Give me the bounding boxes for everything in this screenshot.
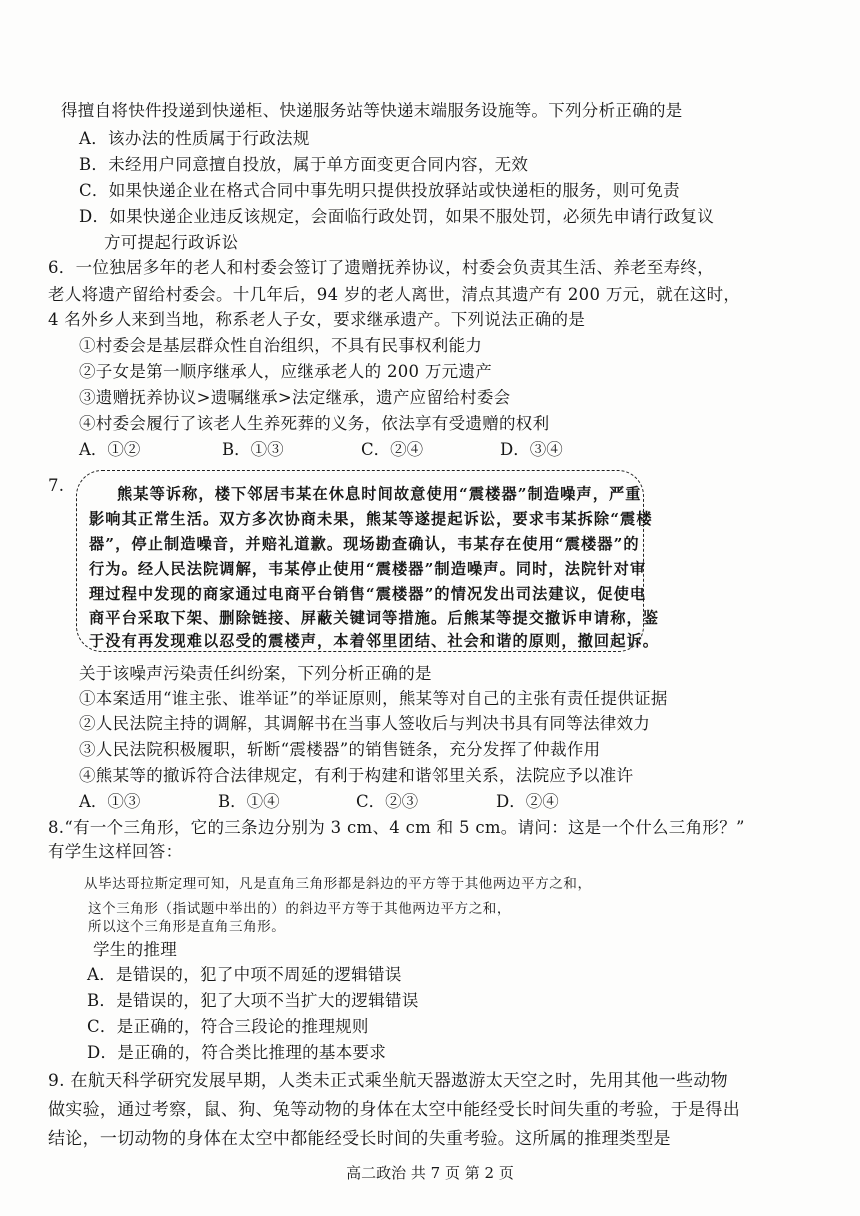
q8-stem-line-2: 有学生这样回答： xyxy=(48,842,183,861)
q7-case-line-6: 商平台采取下架、删除链接、屏蔽关键词等措施。后熊某等提交撤诉申请称，鉴 xyxy=(89,609,660,627)
q8-option-c: C．是正确的，符合三段论的推理规则 xyxy=(87,1017,369,1036)
q8-lead: 学生的推理 xyxy=(93,940,177,959)
page-footer: 高二政治 共 7 页 第 2 页 xyxy=(346,1164,514,1182)
q6-statement-4: ④村委会履行了该老人生养死葬的义务，依法享有受遗赠的权利 xyxy=(79,414,550,433)
q7-statement-2: ②人民法院主持的调解，其调解书在当事人签收后与判决书具有同等法律效力 xyxy=(79,714,651,733)
q6-statement-3: ③遗赠抚养协议>遗嘱继承>法定继承，遗产应留给村委会 xyxy=(79,388,511,407)
q7-case-line-1: 熊某等诉称，楼下邻居韦某在休息时间故意使用“震楼器”制造噪声，严重 xyxy=(117,485,642,503)
q6-stem-line-2: 老人将遗产留给村委会。十几年后，94 岁的老人离世，清点其遗产有 200 万元，就在这时， xyxy=(48,285,741,304)
q7-statement-1: ①本案适用“谁主张、谁举证”的举证原则，熊某等对自己的主张有责任提供证据 xyxy=(79,689,668,708)
q8-option-a: A．是错误的，犯了中项不周延的逻辑错误 xyxy=(87,965,402,984)
q6-choice-d: D．③④ xyxy=(500,440,563,459)
q6-stem-line-3: 4 名外乡人来到当地，称系老人子女，要求继承遗产。下列说法正确的是 xyxy=(48,310,586,329)
q6-statement-2: ②子女是第一顺序继承人，应继承老人的 200 万元遗产 xyxy=(79,362,493,381)
q6-choice-c: C．②④ xyxy=(361,440,424,459)
q9-stem-line-2: 做实验，通过考察，鼠、狗、兔等动物的身体在太空中能经受长时间失重的考验，于是得出 xyxy=(48,1100,740,1120)
q5-option-d: D．如果快递企业违反该规定，会面临行政处罚，如果不服处罚，必须先申请行政复议 xyxy=(79,207,715,226)
q7-case-line-4: 行为。经人民法院调解，韦某停止使用“震楼器”制造噪声。同时，法院针对审 xyxy=(89,560,647,578)
q7-case-box xyxy=(76,470,660,652)
q6-choice-a: A．①② xyxy=(79,440,141,459)
q7-choice-c: C．②③ xyxy=(356,792,419,811)
q8-option-d: D．是正确的，符合类比推理的基本要求 xyxy=(87,1043,387,1062)
q8-answer-line-3: 所以这个三角形是直角三角形。 xyxy=(88,919,286,935)
q7-choice-a: A．①③ xyxy=(79,792,141,811)
q7-choice-d: D．②④ xyxy=(496,792,559,811)
q8-option-b: B．是错误的，犯了大项不当扩大的逻辑错误 xyxy=(87,991,419,1010)
q8-answer-line-1: 从毕达哥拉斯定理可知，凡是直角三角形都是斜边的平方等于其他两边平方之和， xyxy=(84,876,592,892)
q8-answer-line-2: 这个三角形（指试题中举出的）的斜边平方等于其他两边平方之和， xyxy=(88,901,511,917)
q5-option-a: A．该办法的性质属于行政法规 xyxy=(79,129,310,148)
q6-stem-line-1: 6．一位独居多年的老人和村委会签订了遗赠抚养协议，村委会负责其生活、养老至寿终， xyxy=(48,258,714,277)
q7-number: 7. xyxy=(48,476,65,495)
q7-choice-b: B．①④ xyxy=(218,792,280,811)
q5-stem-tail: 得擅自将快件投递到快递柜、快递服务站等快递末端服务设施等。下列分析正确的是 xyxy=(61,101,683,120)
q7-statement-4: ④熊某等的撤诉符合法律规定，有利于构建和谐邻里关系，法院应予以准许 xyxy=(79,766,634,785)
q6-statement-1: ①村委会是基层群众性自治组织，不具有民事权利能力 xyxy=(79,336,483,355)
q9-stem-line-3: 结论，一切动物的身体在太空中都能经受长时间的失重考验。这所属的推理类型是 xyxy=(48,1129,671,1149)
q8-stem-line-1: 8.“有一个三角形，它的三条边分别为 3 cm、4 cm 和 5 cm。请问：这是一个什么三角形？” xyxy=(48,818,745,837)
q7-case-line-2: 影响其正常生活。双方多次协商未果，熊某等遂提起诉讼，要求韦某拆除“震楼 xyxy=(89,510,653,528)
q7-question: 关于该噪声污染责任纠纷案，下列分析正确的是 xyxy=(79,664,432,683)
q6-choice-b: B．①③ xyxy=(222,440,284,459)
q5-option-d-cont: 方可提起行政诉讼 xyxy=(104,233,239,252)
q7-case-line-5: 理过程中发现的商家通过电商平台销售“震楼器”的情况发出司法建议，促使电 xyxy=(89,585,647,603)
q9-stem-line-1: 9. 在航天科学研究发展早期，人类未正式乘坐航天器遨游太天空之时，先用其他一些动物 xyxy=(48,1071,728,1091)
q7-statement-3: ③人民法院积极履职，斩断“震楼器”的销售链条，充分发挥了仲裁作用 xyxy=(79,740,601,759)
q7-case-line-3: 器”，停止制造噪音，并赔礼道歉。现场勘查确认，韦某存在使用“震楼器”的 xyxy=(89,535,640,553)
q7-case-line-7: 于没有再发现难以忍受的震楼声，本着邻里团结、社会和谐的原则，撤回起诉。 xyxy=(89,632,660,650)
q5-option-b: B．未经用户同意擅自投放，属于单方面变更合同内容，无效 xyxy=(79,155,529,174)
q5-option-c: C．如果快递企业在格式合同中事先明只提供投放驿站或快递柜的服务，则可免责 xyxy=(79,181,680,200)
